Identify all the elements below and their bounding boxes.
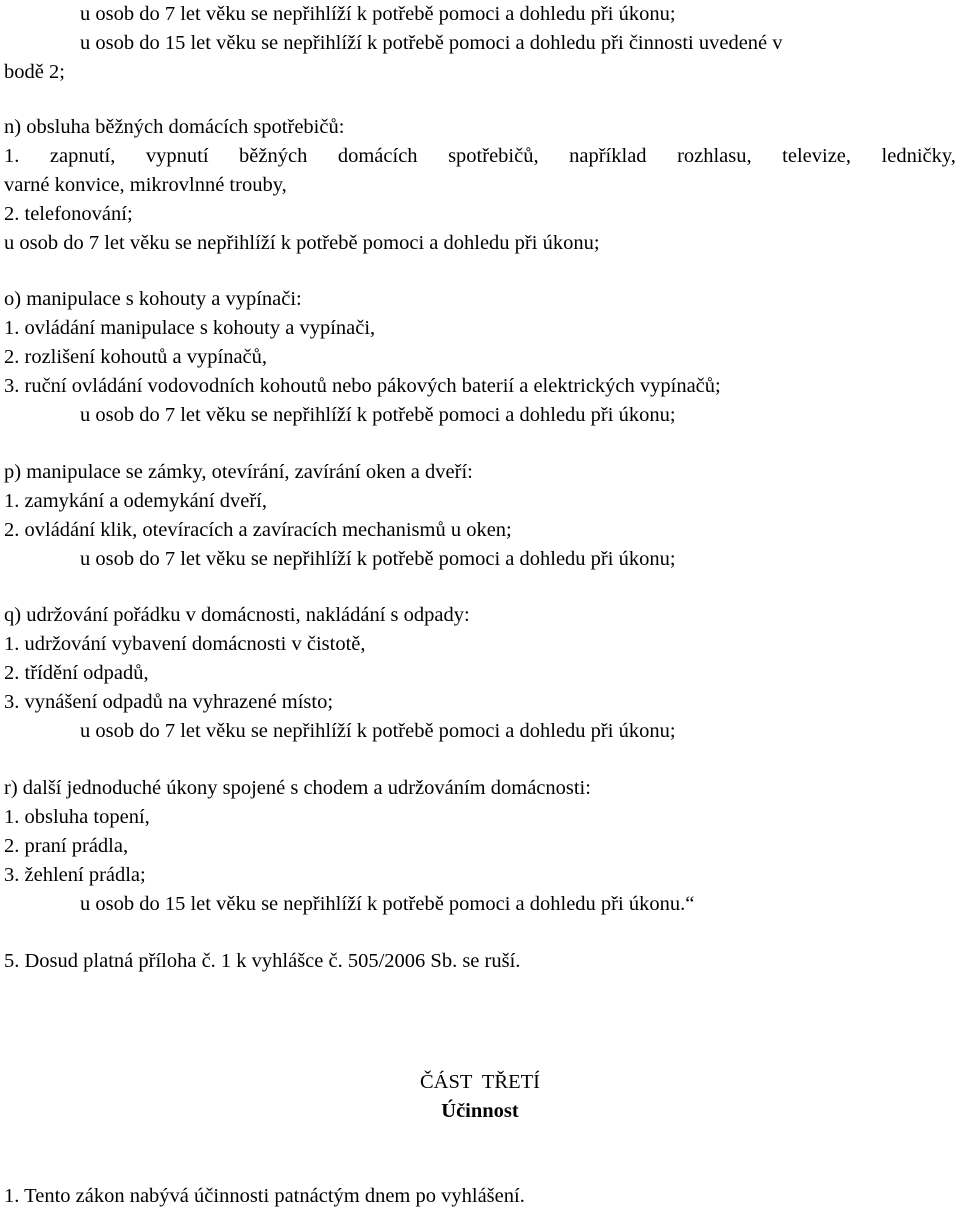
section-q-item-2: 2. třídění odpadů, <box>4 662 149 684</box>
section-p-item-2: 2. ovládání klik, otevíracích a zavíracích mechanismů u oken; <box>4 519 512 541</box>
note-line: u osob do 15 let věku se nepřihlíží k potřebě pomoci a dohledu při činnosti uvedené v <box>80 32 783 54</box>
note-line: u osob do 7 let věku se nepřihlíží k potřebě pomoci a dohledu při úkonu; <box>80 3 676 25</box>
point-5: 5. Dosud platná příloha č. 1 k vyhlášce č. 505/2006 Sb. se ruší. <box>4 950 521 972</box>
section-o-item-1: 1. ovládání manipulace s kohouty a vypínači, <box>4 317 376 339</box>
section-r-item-3: 3. žehlení prádla; <box>4 864 146 886</box>
part-heading: ČÁST TŘETÍ <box>420 1071 540 1093</box>
section-n-item-1-continuation: varné konvice, mikrovlnné trouby, <box>4 174 287 196</box>
section-q-item-3: 3. vynášení odpadů na vyhrazené místo; <box>4 691 334 713</box>
section-o-item-3: 3. ruční ovládání vodovodních kohoutů nebo pákových baterií a elektrických vypínačů; <box>4 375 721 397</box>
part-subheading: Účinnost <box>441 1100 519 1122</box>
section-r-item-2: 2. praní prádla, <box>4 835 129 857</box>
effect-clause: 1. Tento zákon nabývá účinnosti patnáctým dnem po vyhlášení. <box>4 1185 525 1207</box>
section-q-item-1: 1. udržování vybavení domácnosti v čistotě, <box>4 633 366 655</box>
section-o-note: u osob do 7 let věku se nepřihlíží k potřebě pomoci a dohledu při úkonu; <box>80 404 676 426</box>
word: 1. <box>4 145 20 167</box>
word: domácích <box>337 145 418 167</box>
word: ledničky, <box>881 145 956 167</box>
section-q-note: u osob do 7 let věku se nepřihlíží k potřebě pomoci a dohledu při úkonu; <box>80 720 676 742</box>
section-n-item-2: 2. telefonování; <box>4 203 133 225</box>
section-n-item-1 <box>4 143 956 169</box>
word: televize, <box>782 145 852 167</box>
word: rozhlasu, <box>677 145 752 167</box>
section-p-item-1: 1. zamykání a odemykání dveří, <box>4 490 267 512</box>
word: běžných <box>239 145 308 167</box>
word: například <box>569 145 647 167</box>
section-r-title: r) další jednoduché úkony spojené s chodem a udržováním domácnosti: <box>4 777 591 799</box>
section-p-note: u osob do 7 let věku se nepřihlíží k potřebě pomoci a dohledu při úkonu; <box>80 548 676 570</box>
section-o-item-2: 2. rozlišení kohoutů a vypínačů, <box>4 346 268 368</box>
section-p-title: p) manipulace se zámky, otevírání, zavírání oken a dveří: <box>4 461 473 483</box>
section-n-note: u osob do 7 let věku se nepřihlíží k potřebě pomoci a dohledu při úkonu; <box>4 232 600 254</box>
section-n-title: n) obsluha běžných domácích spotřebičů: <box>4 116 345 138</box>
section-q-title: q) udržování pořádku v domácnosti, nakládání s odpady: <box>4 604 470 626</box>
section-o-title: o) manipulace s kohouty a vypínači: <box>4 288 302 310</box>
section-r-item-1: 1. obsluha topení, <box>4 806 150 828</box>
section-r-note: u osob do 15 let věku se nepřihlíží k potřebě pomoci a dohledu při úkonu.“ <box>80 893 695 915</box>
note-line-continuation: bodě 2; <box>4 61 65 83</box>
word: spotřebičů, <box>448 145 539 167</box>
word: vypnutí <box>145 145 209 167</box>
word: zapnutí, <box>49 145 116 167</box>
